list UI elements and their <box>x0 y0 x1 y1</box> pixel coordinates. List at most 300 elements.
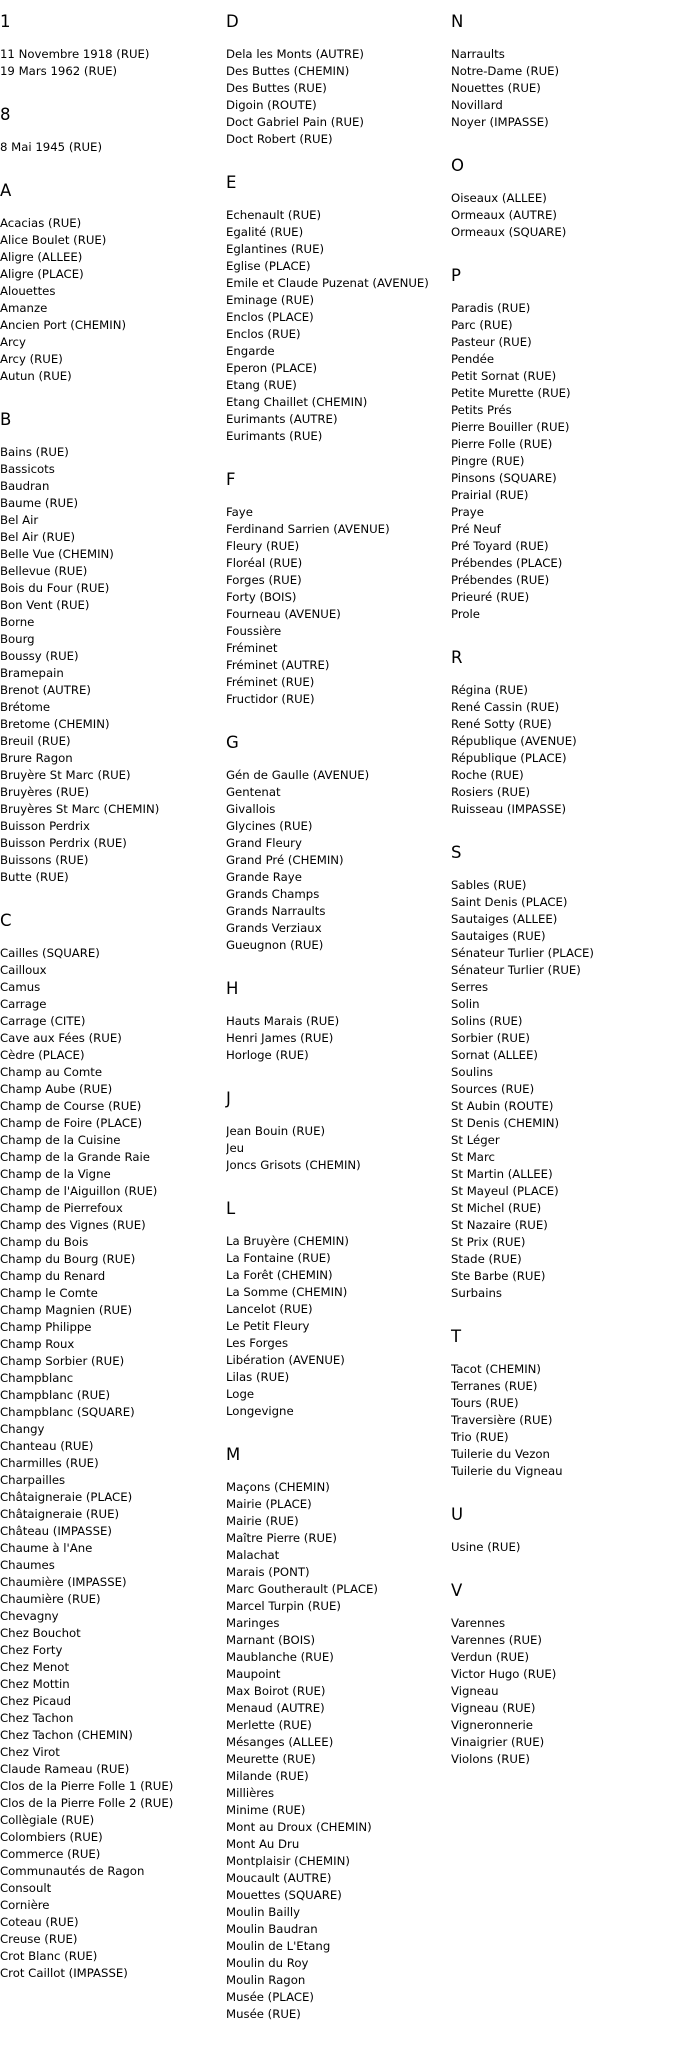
street-item: Foussière <box>226 624 282 638</box>
street-item: Champ de Course (RUE) <box>0 1099 142 1113</box>
street-item: Butte (RUE) <box>0 870 69 884</box>
street-item: Pasteur (RUE) <box>451 335 532 349</box>
street-item: Max Boirot (RUE) <box>226 1684 326 1698</box>
street-item: Buisson Perdrix <box>0 819 90 833</box>
street-item: Cailloux <box>0 963 47 977</box>
street-item: Usine (RUE) <box>451 1540 521 1554</box>
street-list <box>451 46 675 131</box>
street-item: Digoin (ROUTE) <box>226 98 317 112</box>
street-item: Crot Caillot (IMPASSE) <box>0 1966 128 1980</box>
street-item: Champ des Vignes (RUE) <box>0 1218 146 1232</box>
street-item: Bassicots <box>0 462 55 476</box>
street-column-2 <box>226 12 450 2048</box>
street-item: Maringes <box>226 1616 280 1630</box>
street-item: Moulin du Roy <box>226 1956 309 1970</box>
letter-section <box>226 979 450 1064</box>
street-item: St Prix (RUE) <box>451 1235 526 1249</box>
street-item: Bruyères (RUE) <box>0 785 90 799</box>
street-item: Eurimants (AUTRE) <box>226 412 338 426</box>
street-item: René Sotty (RUE) <box>451 717 552 731</box>
street-column-3 <box>451 12 675 1793</box>
street-item: Champ Sorbier (RUE) <box>0 1354 125 1368</box>
street-item: Vigneau (RUE) <box>451 1701 536 1715</box>
street-item: Communautés de Ragon <box>0 1864 145 1878</box>
street-item: Maublanche (RUE) <box>226 1650 334 1664</box>
street-item: St Martin (ALLEE) <box>451 1167 553 1181</box>
street-item: Prébendes (RUE) <box>451 573 550 587</box>
street-item: Eglantines (RUE) <box>226 242 325 256</box>
street-list <box>0 46 226 80</box>
street-item: Moulin Bailly <box>226 1905 301 1919</box>
section-letter-heading: P <box>451 266 461 285</box>
street-item: République (PLACE) <box>451 751 567 765</box>
letter-section <box>0 410 226 886</box>
street-item: Narraults <box>451 47 505 61</box>
street-item: Bel Air (RUE) <box>0 530 76 544</box>
letter-section <box>451 1581 675 1768</box>
street-item: Mont Au Dru <box>226 1837 300 1851</box>
street-item: Jeu <box>226 1141 245 1155</box>
street-item: Serres <box>451 980 489 994</box>
street-item: Champ de la Cuisine <box>0 1133 121 1147</box>
street-item: Moucault (AUTRE) <box>226 1871 332 1885</box>
street-item: Aligre (PLACE) <box>0 267 84 281</box>
street-item: Eminage (RUE) <box>226 293 315 307</box>
street-item: Vigneronnerie <box>451 1718 533 1732</box>
letter-section <box>451 1327 675 1480</box>
street-item: Musée (PLACE) <box>226 1990 314 2004</box>
street-item: Coteau (RUE) <box>0 1915 79 1929</box>
section-letter-heading: R <box>451 648 463 667</box>
street-item: Commerce (RUE) <box>0 1847 101 1861</box>
street-item: St Denis (CHEMIN) <box>451 1116 560 1130</box>
section-letter-heading: A <box>0 181 12 200</box>
street-item: Champ du Bois <box>0 1235 89 1249</box>
street-item: Pingre (RUE) <box>451 454 525 468</box>
street-item: Solin <box>451 997 480 1011</box>
street-item: Châtaigneraie (PLACE) <box>0 1490 133 1504</box>
street-item: Belle Vue (CHEMIN) <box>0 547 114 561</box>
street-list <box>226 207 450 445</box>
street-item: Chaumes <box>0 1558 55 1572</box>
street-item: Menaud (AUTRE) <box>226 1701 325 1715</box>
street-item: Joncs Grisots (CHEMIN) <box>226 1158 361 1172</box>
street-item: Malachat <box>226 1548 280 1562</box>
street-item: Carrage <box>0 997 47 1011</box>
letter-section <box>226 470 450 708</box>
street-item: Breuil (RUE) <box>0 734 71 748</box>
letter-section <box>451 648 675 818</box>
street-item: 8 Mai 1945 (RUE) <box>0 140 102 154</box>
letter-section <box>451 843 675 1302</box>
street-item: Chez Menot <box>0 1660 70 1674</box>
street-item: Gén de Gaulle (AVENUE) <box>226 768 370 782</box>
street-item: Musée (RUE) <box>226 2007 301 2021</box>
street-item: Crot Blanc (RUE) <box>0 1949 98 1963</box>
street-item: Champ du Bourg (RUE) <box>0 1252 136 1266</box>
street-item: Alice Boulet (RUE) <box>0 233 107 247</box>
street-item: Cèdre (PLACE) <box>0 1048 85 1062</box>
street-item: Pré Toyard (RUE) <box>451 539 549 553</box>
street-item: Cailles (SQUARE) <box>0 946 100 960</box>
section-letter-heading: J <box>226 1089 231 1108</box>
street-item: Petite Murette (RUE) <box>451 386 571 400</box>
letter-section <box>451 156 675 241</box>
street-item: Champ au Comte <box>0 1065 103 1079</box>
section-letter-heading: B <box>0 410 12 429</box>
street-item: Givallois <box>226 802 276 816</box>
street-item: Champblanc (SQUARE) <box>0 1405 135 1419</box>
section-letter-heading: 1 <box>0 12 11 31</box>
street-list <box>451 1539 675 1556</box>
street-list <box>226 1123 450 1174</box>
street-item: Eglise (PLACE) <box>226 259 311 273</box>
street-item: Grand Fleury <box>226 836 302 850</box>
street-item: Aligre (ALLEE) <box>0 250 83 264</box>
street-item: Moulin Baudran <box>226 1922 318 1936</box>
street-item: Tuilerie du Vezon <box>451 1447 550 1461</box>
street-item: Régina (RUE) <box>451 683 528 697</box>
street-list <box>226 504 450 708</box>
street-item: Roche (RUE) <box>451 768 524 782</box>
street-list <box>0 444 226 886</box>
street-item: Buisson Perdrix (RUE) <box>0 836 127 850</box>
street-item: Carrage (CITE) <box>0 1014 86 1028</box>
street-item: La Forêt (CHEMIN) <box>226 1268 333 1282</box>
street-item: Traversière (RUE) <box>451 1413 553 1427</box>
street-item: Charpailles <box>0 1473 66 1487</box>
street-list <box>451 1361 675 1480</box>
street-item: Grande Raye <box>226 870 302 884</box>
street-item: Amanze <box>0 301 48 315</box>
street-item: Dela les Monts (AUTRE) <box>226 47 364 61</box>
street-list <box>0 945 226 1982</box>
street-item: St Mayeul (PLACE) <box>451 1184 559 1198</box>
street-item: Lilas (RUE) <box>226 1370 290 1384</box>
street-item: Chez Forty <box>0 1643 63 1657</box>
street-item: Champ Philippe <box>0 1320 92 1334</box>
street-item: Champ Roux <box>0 1337 75 1351</box>
street-list <box>0 215 226 385</box>
street-item: Vigneau <box>451 1684 499 1698</box>
street-item: Claude Rameau (RUE) <box>0 1762 130 1776</box>
street-item: St Nazaire (RUE) <box>451 1218 548 1232</box>
street-item: Tuilerie du Vigneau <box>451 1464 563 1478</box>
street-item: Lancelot (RUE) <box>226 1302 313 1316</box>
street-item: Mésanges (ALLEE) <box>226 1735 334 1749</box>
street-item: Solins (RUE) <box>451 1014 523 1028</box>
street-item: Fréminet (RUE) <box>226 675 315 689</box>
section-letter-heading: N <box>451 12 464 31</box>
street-item: Mouettes (SQUARE) <box>226 1888 342 1902</box>
street-item: Longevigne <box>226 1404 294 1418</box>
street-item: René Cassin (RUE) <box>451 700 560 714</box>
street-item: Des Buttes (CHEMIN) <box>226 64 350 78</box>
section-letter-heading: E <box>226 173 237 192</box>
street-list <box>451 682 675 818</box>
street-item: Parc (RUE) <box>451 318 513 332</box>
street-item: Pré Neuf <box>451 522 501 536</box>
letter-section <box>0 105 226 156</box>
street-item: Grand Pré (CHEMIN) <box>226 853 344 867</box>
street-item: Moulin de L'Etang <box>226 1939 331 1953</box>
street-item: Floréal (RUE) <box>226 556 303 570</box>
street-item: Sénateur Turlier (RUE) <box>451 963 581 977</box>
street-item: Tours (RUE) <box>451 1396 519 1410</box>
street-item: Sorbier (RUE) <box>451 1031 530 1045</box>
street-item: Trio (RUE) <box>451 1430 509 1444</box>
street-item: Glycines (RUE) <box>226 819 313 833</box>
street-item: Echenault (RUE) <box>226 208 322 222</box>
section-letter-heading: G <box>226 733 239 752</box>
street-item: Bel Air <box>0 513 39 527</box>
street-item: Pinsons (SQUARE) <box>451 471 557 485</box>
street-item: Ste Barbe (RUE) <box>451 1269 546 1283</box>
street-item: Petit Sornat (RUE) <box>451 369 557 383</box>
street-item: Rosiers (RUE) <box>451 785 531 799</box>
street-item: Champ de la Vigne <box>0 1167 111 1181</box>
street-item: La Fontaine (RUE) <box>226 1251 331 1265</box>
section-letter-heading: F <box>226 470 236 489</box>
street-item: Château (IMPASSE) <box>0 1524 112 1538</box>
street-item: Camus <box>0 980 41 994</box>
street-item: Changy <box>0 1422 45 1436</box>
street-item: Brure Ragon <box>0 751 73 765</box>
section-letter-heading: H <box>226 979 239 998</box>
street-item: Baume (RUE) <box>0 496 79 510</box>
section-letter-heading: U <box>451 1505 464 1524</box>
street-item: Millières <box>226 1786 275 1800</box>
street-item: Victor Hugo (RUE) <box>451 1667 557 1681</box>
street-item: Fréminet <box>226 641 278 655</box>
street-item: Forty (BOIS) <box>226 590 297 604</box>
street-item: 19 Mars 1962 (RUE) <box>0 64 118 78</box>
street-item: Colombiers (RUE) <box>0 1830 103 1844</box>
street-item: Champblanc <box>0 1371 74 1385</box>
street-item: Champ de l'Aiguillon (RUE) <box>0 1184 158 1198</box>
letter-section <box>0 911 226 1982</box>
street-item: Bellevue (RUE) <box>0 564 88 578</box>
street-item: Prole <box>451 607 480 621</box>
street-item: Prairial (RUE) <box>451 488 529 502</box>
street-item: Mont au Droux (CHEMIN) <box>226 1820 372 1834</box>
street-item: Arcy (RUE) <box>0 352 63 366</box>
street-item: Pierre Folle (RUE) <box>451 437 553 451</box>
street-item: Terranes (RUE) <box>451 1379 538 1393</box>
street-item: Marnant (BOIS) <box>226 1633 316 1647</box>
street-item: Alouettes <box>0 284 56 298</box>
street-item: Mairie (RUE) <box>226 1514 299 1528</box>
street-item: Chaume à l'Ane <box>0 1541 93 1555</box>
street-item: Buissons (RUE) <box>0 853 89 867</box>
street-list <box>226 46 450 148</box>
street-item: Soulins <box>451 1065 493 1079</box>
letter-section <box>226 1199 450 1420</box>
street-item: Ancien Port (CHEMIN) <box>0 318 126 332</box>
street-item: Vinaigrier (RUE) <box>451 1735 545 1749</box>
street-column-1 <box>0 12 226 2007</box>
street-item: Chanteau (RUE) <box>0 1439 94 1453</box>
letter-section <box>226 733 450 954</box>
street-item: Chez Tachon (CHEMIN) <box>0 1728 133 1742</box>
street-item: Autun (RUE) <box>0 369 72 383</box>
street-item: Engarde <box>226 344 275 358</box>
street-item: Pierre Bouiller (RUE) <box>451 420 570 434</box>
street-item: Hauts Marais (RUE) <box>226 1014 340 1028</box>
street-item: République (AVENUE) <box>451 734 577 748</box>
street-item: Champ de Foire (PLACE) <box>0 1116 143 1130</box>
section-letter-heading: D <box>226 12 239 31</box>
street-item: Varennes (RUE) <box>451 1633 542 1647</box>
letter-section <box>226 1089 450 1174</box>
street-item: Bourg <box>0 632 35 646</box>
street-item: Boussy (RUE) <box>0 649 79 663</box>
street-list <box>226 1013 450 1064</box>
street-item: Arcy <box>0 335 26 349</box>
street-list <box>451 190 675 241</box>
street-item: Faye <box>226 505 253 519</box>
street-item: Chaumière (RUE) <box>0 1592 101 1606</box>
street-item: Marcel Turpin (RUE) <box>226 1599 341 1613</box>
section-letter-heading: S <box>451 843 462 862</box>
street-item: Chez Mottin <box>0 1677 70 1691</box>
street-item: Mairie (PLACE) <box>226 1497 312 1511</box>
street-item: Saint Denis (PLACE) <box>451 895 568 909</box>
street-item: Acacias (RUE) <box>0 216 82 230</box>
street-item: Stade (RUE) <box>451 1252 522 1266</box>
street-item: St Michel (RUE) <box>451 1201 542 1215</box>
street-list <box>0 139 226 156</box>
street-item: Bramepain <box>0 666 64 680</box>
street-item: Grands Narraults <box>226 904 326 918</box>
street-item: Bruyères St Marc (CHEMIN) <box>0 802 160 816</box>
street-item: Baudran <box>0 479 50 493</box>
street-item: Bretome (CHEMIN) <box>0 717 110 731</box>
street-item: 11 Novembre 1918 (RUE) <box>0 47 150 61</box>
street-item: Champ Aube (RUE) <box>0 1082 113 1096</box>
section-letter-heading: L <box>226 1199 236 1218</box>
section-letter-heading: 8 <box>0 105 11 124</box>
street-item: Brenot (AUTRE) <box>0 683 91 697</box>
street-item: Violons (RUE) <box>451 1752 530 1766</box>
letter-section <box>451 12 675 131</box>
street-item: Surbains <box>451 1286 502 1300</box>
street-item: Le Petit Fleury <box>226 1319 310 1333</box>
street-item: Champ le Comte <box>0 1286 98 1300</box>
section-letter-heading: V <box>451 1581 463 1600</box>
street-item: Sables (RUE) <box>451 878 527 892</box>
street-item: Marc Goutherault (PLACE) <box>226 1582 378 1596</box>
street-item: Chez Bouchot <box>0 1626 81 1640</box>
street-item: Enclos (RUE) <box>226 327 301 341</box>
street-item: Brétome <box>0 700 51 714</box>
street-item: Des Buttes (RUE) <box>226 81 327 95</box>
street-item: Doct Robert (RUE) <box>226 132 333 146</box>
street-item: Maître Pierre (RUE) <box>226 1531 337 1545</box>
street-item: Cave aux Fées (RUE) <box>0 1031 122 1045</box>
street-item: Loge <box>226 1387 255 1401</box>
street-item: Gueugnon (RUE) <box>226 938 324 952</box>
street-item: Jean Bouin (RUE) <box>226 1124 326 1138</box>
street-item: Fleury (RUE) <box>226 539 300 553</box>
street-item: Noyer (IMPASSE) <box>451 115 549 129</box>
street-item: Enclos (PLACE) <box>226 310 314 324</box>
street-item: Emile et Claude Puzenat (AVENUE) <box>226 276 429 290</box>
street-item: Chaumière (IMPASSE) <box>0 1575 127 1589</box>
street-item: Champblanc (RUE) <box>0 1388 111 1402</box>
section-letter-heading: T <box>451 1327 462 1346</box>
street-item: St Léger <box>451 1133 500 1147</box>
street-item: Libération (AVENUE) <box>226 1353 345 1367</box>
street-list <box>451 300 675 623</box>
street-item: Pendée <box>451 352 495 366</box>
street-item: Borne <box>0 615 35 629</box>
street-item: Consoult <box>0 1881 52 1895</box>
street-item: Charmilles (RUE) <box>0 1456 99 1470</box>
letter-section <box>451 266 675 623</box>
street-item: Collègiale (RUE) <box>0 1813 95 1827</box>
street-item: Praye <box>451 505 484 519</box>
street-item: Minime (RUE) <box>226 1803 306 1817</box>
street-item: Eurimants (RUE) <box>226 429 323 443</box>
street-item: Fréminet (AUTRE) <box>226 658 330 672</box>
street-item: St Aubin (ROUTE) <box>451 1099 554 1113</box>
street-item: Eperon (PLACE) <box>226 361 318 375</box>
street-item: Meurette (RUE) <box>226 1752 316 1766</box>
street-item: Champ Magnien (RUE) <box>0 1303 133 1317</box>
street-item: Creuse (RUE) <box>0 1932 78 1946</box>
street-item: Maupoint <box>226 1667 281 1681</box>
letter-section <box>226 12 450 148</box>
street-item: Prébendes (PLACE) <box>451 556 563 570</box>
street-item: Bon Vent (RUE) <box>0 598 90 612</box>
section-letter-heading: C <box>0 911 12 930</box>
street-item: Notre-Dame (RUE) <box>451 64 560 78</box>
street-item: Fourneau (AVENUE) <box>226 607 341 621</box>
street-item: Ruisseau (IMPASSE) <box>451 802 567 816</box>
street-item: Sautaiges (ALLEE) <box>451 912 558 926</box>
street-item: Chez Virot <box>0 1745 60 1759</box>
street-list <box>226 767 450 954</box>
street-item: Milande (RUE) <box>226 1769 309 1783</box>
street-item: Grands Champs <box>226 887 320 901</box>
street-item: Petits Prés <box>451 403 512 417</box>
street-item: Bruyère St Marc (RUE) <box>0 768 131 782</box>
street-item: Marais (PONT) <box>226 1565 310 1579</box>
street-list <box>451 1615 675 1768</box>
street-item: La Bruyère (CHEMIN) <box>226 1234 349 1248</box>
street-item: Novillard <box>451 98 503 112</box>
street-item: Clos de la Pierre Folle 2 (RUE) <box>0 1796 174 1810</box>
street-list <box>226 1479 450 2023</box>
street-item: Grands Verziaux <box>226 921 322 935</box>
street-item: Horloge (RUE) <box>226 1048 309 1062</box>
street-item: Verdun (RUE) <box>451 1650 530 1664</box>
street-item: Oiseaux (ALLEE) <box>451 191 547 205</box>
letter-section <box>451 1505 675 1556</box>
street-item: Gentenat <box>226 785 281 799</box>
street-item: Forges (RUE) <box>226 573 302 587</box>
letter-section <box>0 12 226 80</box>
street-item: Champ du Renard <box>0 1269 106 1283</box>
street-item: Doct Gabriel Pain (RUE) <box>226 115 364 129</box>
street-item: Sautaiges (RUE) <box>451 929 546 943</box>
letter-section <box>226 173 450 445</box>
street-item: Clos de la Pierre Folle 1 (RUE) <box>0 1779 174 1793</box>
street-item: Chez Tachon <box>0 1711 74 1725</box>
street-item: Bois du Four (RUE) <box>0 581 110 595</box>
street-item: Paradis (RUE) <box>451 301 531 315</box>
